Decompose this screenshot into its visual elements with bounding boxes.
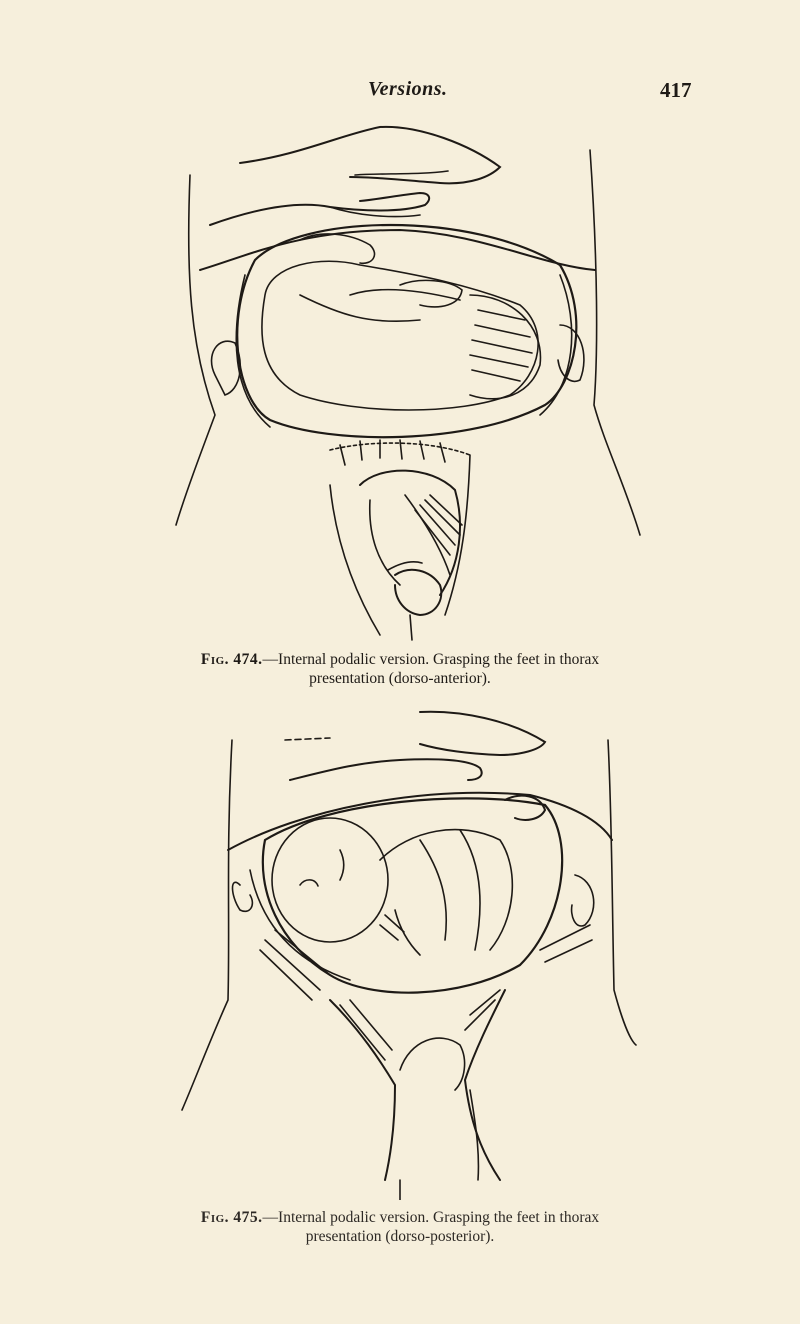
figure-474-illustration <box>0 115 800 645</box>
caption-474-label: Fig. 474. <box>200 651 263 668</box>
figure-475 <box>0 700 800 1200</box>
caption-474-text-line2: presentation (dorso-anterior). <box>309 670 491 687</box>
page-number: 417 <box>660 78 692 102</box>
caption-474-text: —Internal podalic version. Grasping the feet in thorax <box>262 651 600 668</box>
caption-475-text-line2: presentation (dorso-posterior). <box>305 1228 495 1245</box>
caption-475 <box>0 1208 800 1246</box>
caption-475-label: Fig. 475. <box>200 1209 263 1226</box>
running-head: Versions. <box>368 78 448 100</box>
caption-475-text: —Internal podalic version. Grasping the feet in thorax <box>262 1209 600 1226</box>
page-header <box>0 78 800 108</box>
figure-475-illustration <box>0 700 800 1200</box>
figure-474 <box>0 115 800 645</box>
caption-474 <box>0 650 800 688</box>
